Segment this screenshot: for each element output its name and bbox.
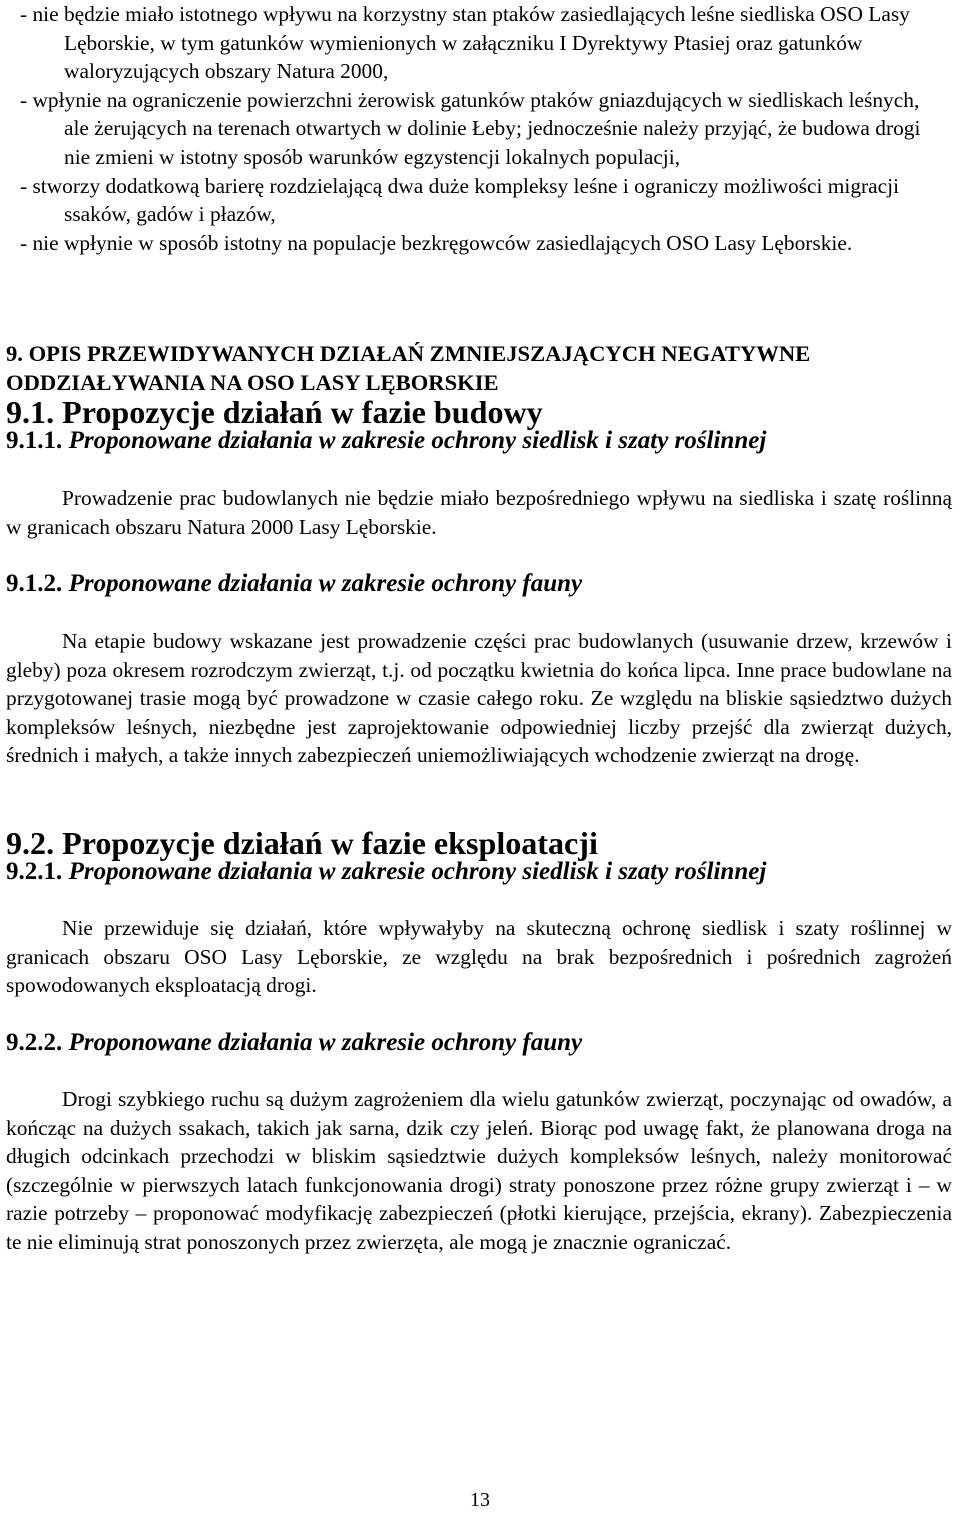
section-9-2-heading: 9.2. Propozycje działań w fazie eksploatacji bbox=[6, 825, 598, 861]
section-9-1-1-heading bbox=[6, 427, 766, 456]
page-number: 13 bbox=[470, 1489, 490, 1511]
section-title: Proponowane działania w zakresie ochrony fauny bbox=[68, 570, 583, 597]
section-9-2-2-heading bbox=[6, 1029, 582, 1058]
bullet-list bbox=[20, 0, 945, 257]
section-9-1-2-body: Na etapie budowy wskazane jest prowadzenie części prac budowlanych (usuwanie drzew, krzewów i gleby) poza okresem rozrodczym zwierząt, t.j. od początku kwietnia do końca lipca. Inne prace budowlane na przygotowanej trasie mogą być prowadzone w czasie całego roku. Ze względu na bliskie sąsiedztwo dużych kompleksów leśnych, niezbędne jest zaprojektowanie odpowiedniej liczby przejść dla zwierząt dużych, średnich i małych, a także innych zabezpieczeń uniemożliwiających wchodzenie zwierząt na drogę. bbox=[6, 629, 952, 768]
section-number: 9.2.2. bbox=[6, 1029, 63, 1056]
section-number: 9.1.2. bbox=[6, 570, 63, 597]
section-9-2-1-body: Nie przewiduje się działań, które wpływałyby na skuteczną ochronę siedlisk i szaty roślinnej w granicach obszaru OSO Lasy Lęborskie, ze względu na brak bezpośrednich i pośrednich zagrożeń spowodowanych eksploatacją drogi. bbox=[6, 916, 952, 998]
section-9-1-heading: 9.1. Propozycje działań w fazie budowy bbox=[6, 394, 543, 430]
section-9-2-2-body: Drogi szybkiego ruchu są dużym zagrożeniem dla wielu gatunków zwierząt, poczynając od owadów, a kończąc na dużych ssakach, takich jak sarna, dzik czy jeleń. Biorąc pod uwagę fakt, że planowana droga na długich odcinkach przechodzi w bliskim sąsiedztwie dużych kompleksów leśnych, należy monitorować (szczególnie w pierwszych latach funkcjonowania drogi) straty ponoszone przez różne grupy zwierząt i – w razie potrzeby – proponować modyfikację zabezpieczeń (płotki kierujące, przejścia, ekrany). Zabezpieczenia te nie eliminują strat ponoszonych przez zwierzęta, ale mogą je znacznie ograniczać. bbox=[6, 1087, 952, 1254]
section-9-1-2-heading bbox=[6, 570, 582, 599]
section-9-2-1-heading bbox=[6, 858, 766, 887]
bullet-item: - nie będzie miało istotnego wpływu na korzystny stan ptaków zasiedlających leśne siedliska OSO Lasy Lęborskie, w tym gatunków wymienionych w załączniku I Dyrektywy Ptasiej oraz gatunków waloryzujących obszary Natura 2000, bbox=[20, 2, 910, 84]
section-title: Proponowane działania w zakresie ochrony fauny bbox=[68, 1029, 583, 1056]
section-title: Proponowane działania w zakresie ochrony siedlisk i szaty roślinnej bbox=[68, 858, 767, 885]
section-9-1-1-body: Prowadzenie prac budowlanych nie będzie miało bezpośredniego wpływu na siedliska i szatę roślinną w granicach obszaru Natura 2000 Lasy Lęborskie. bbox=[6, 486, 952, 539]
section-title: Proponowane działania w zakresie ochrony siedlisk i szaty roślinnej bbox=[68, 427, 767, 454]
bullet-item: - nie wpłynie w sposób istotny na populacje bezkręgowców zasiedlających OSO Lasy Lęborskie. bbox=[20, 230, 853, 255]
section-9-heading: 9. OPIS PRZEWIDYWANYCH DZIAŁAŃ ZMNIEJSZAJĄCYCH NEGATYWNE ODDZIAŁYWANIA NA OSO LASY LĘBORSKIE bbox=[6, 341, 811, 395]
section-number: 9.2.1. bbox=[6, 858, 63, 885]
bullet-item: - wpłynie na ograniczenie powierzchni żerowisk gatunków ptaków gniazdujących w siedliskach leśnych, ale żerujących na terenach otwartych w dolinie Łeby; jednocześnie należy przyjąć, że budowa drogi nie zmieni w istotny sposób warunków egzystencji lokalnych populacji, bbox=[20, 87, 921, 169]
section-number: 9.1.1. bbox=[6, 427, 63, 454]
bullet-item: - stworzy dodatkową barierę rozdzielającą dwa duże kompleksy leśne i ograniczy możliwości migracji ssaków, gadów i płazów, bbox=[20, 173, 900, 227]
